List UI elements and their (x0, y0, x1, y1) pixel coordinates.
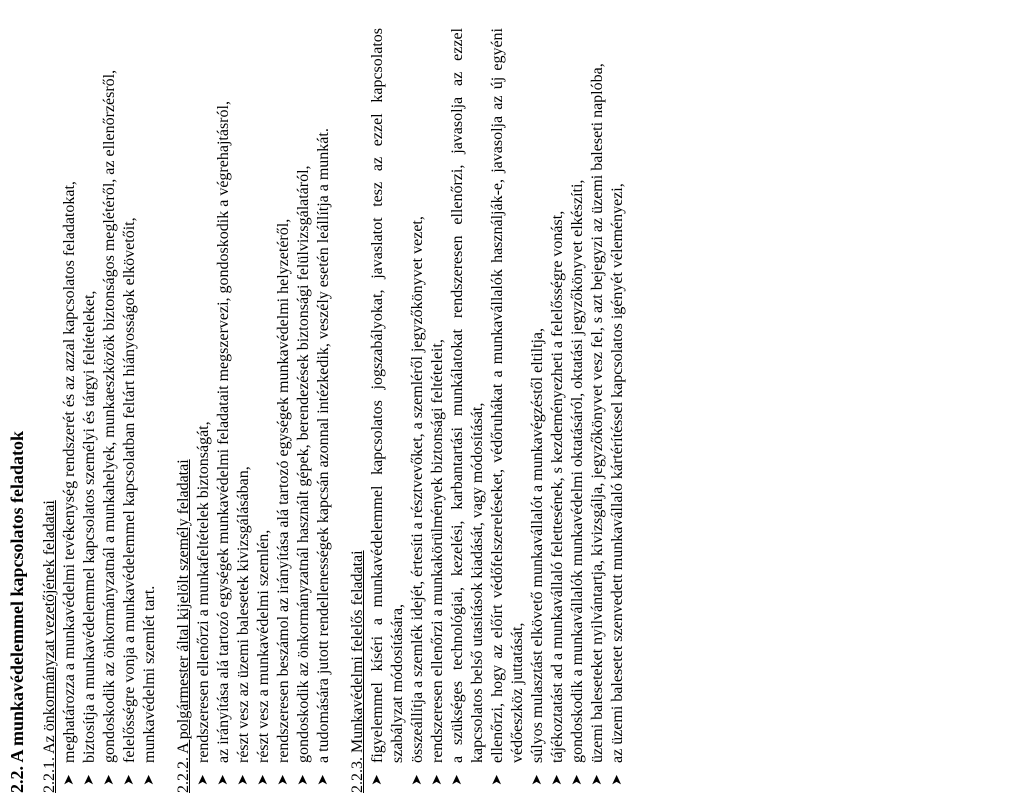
section-1 (40, 28, 160, 793)
list-item (140, 28, 160, 793)
section-2 (174, 28, 334, 793)
list-item-text: gondoskodik a munkavállalók munkavédelmi oktatásáról, oktatási jegyzőkönyvet elkészíti, (569, 179, 586, 763)
list-item (234, 28, 254, 793)
list-item (294, 28, 314, 793)
arrowhead-bullet-icon: ➤ (590, 774, 605, 786)
list-item (120, 28, 140, 793)
list-item-text: ellenőrzi, hogy az előírt védőfelszereléseket, védőruhákat a munkavállalók használják-e, javasolja az új egyéni védőeszköz juttatását, (489, 28, 526, 763)
list-item (528, 28, 548, 793)
arrowhead-bullet-icon: ➤ (530, 774, 545, 786)
list-item (448, 28, 488, 793)
list-item (428, 28, 448, 793)
bullet-list (60, 28, 160, 793)
list-item-text: gondoskodik az önkormányzatnál használt gépek, berendezések biztonsági felülvizsgálatáról, (295, 165, 312, 763)
arrowhead-bullet-icon: ➤ (570, 774, 585, 786)
list-item (548, 28, 568, 793)
arrowhead-bullet-icon: ➤ (490, 774, 505, 786)
list-item (194, 28, 214, 793)
bullet-list (368, 28, 628, 793)
arrowhead-bullet-icon: ➤ (236, 774, 251, 786)
section-title: 2.2.3. Munkavédelmi felelős feladatai (349, 550, 366, 793)
list-item (314, 28, 334, 793)
arrowhead-bullet-icon: ➤ (122, 774, 137, 786)
list-item (214, 28, 234, 793)
arrowhead-bullet-icon: ➤ (276, 774, 291, 786)
section-title: 2.2.2. A polgármester által kijelölt személy feladatai (175, 459, 192, 793)
list-item-text: biztosítja a munkavédelemmel kapcsolatos személyi és tárgyi feltételeket, (81, 290, 98, 763)
list-item-text: gondoskodik az önkormányzatnál a munkahelyek, munkaeszközök biztonságos meglétéről, az ellenőrzésről, (101, 69, 118, 763)
list-item-text: részt vesz az üzemi balesetek kivizsgálásában, (235, 466, 252, 763)
list-item (408, 28, 428, 793)
list-item (488, 28, 528, 793)
list-item-text: munkavédelmi szemlét tart. (141, 585, 158, 763)
arrowhead-bullet-icon: ➤ (142, 774, 157, 786)
section-3 (348, 28, 628, 793)
list-item (100, 28, 120, 793)
sections-container (40, 28, 628, 793)
list-item (588, 28, 608, 793)
bullet-list (194, 28, 334, 793)
arrowhead-bullet-icon: ➤ (610, 774, 625, 786)
arrowhead-bullet-icon: ➤ (410, 774, 425, 786)
page-heading: 2.2. A munkavédelemmel kapcsolatos feladatok (7, 430, 27, 793)
arrowhead-bullet-icon: ➤ (296, 774, 311, 786)
list-item (254, 28, 274, 793)
section-title: 2.2.1. Az önkormányzat vezetőjének feladatai (41, 500, 58, 793)
list-item-text: figyelemmel kíséri a munkavédelemmel kapcsolatos jogszabályokat, javaslatot tesz az ezzel kapcsolatos szabályzat módosítására, (369, 28, 406, 763)
arrowhead-bullet-icon: ➤ (62, 774, 77, 786)
list-item-text: felelősségre vonja a munkavédelemmel kapcsolatban feltárt hiányosságok elkövetőit, (121, 217, 138, 763)
arrowhead-bullet-icon: ➤ (550, 774, 565, 786)
list-item-text: az üzemi balesetet szenvedett munkavállaló kártérítéssel kapcsolatos igényét véleményezi, (609, 183, 626, 763)
list-item (368, 28, 408, 793)
list-item-text: az irányítása alá tartozó egységek munkavédelmi feladatait megszervezi, gondoskodik a végrehajtásról, (215, 101, 232, 763)
list-item-text: rendszeresen ellenőrzi a munkafeltételek biztonságát, (195, 421, 212, 763)
list-item-text: rendszeresen beszámol az irányítása alá tartozó egységek munkavédelmi helyzetéről, (275, 218, 292, 763)
list-item (608, 28, 628, 793)
arrowhead-bullet-icon: ➤ (216, 774, 231, 786)
list-item (80, 28, 100, 793)
list-item-text: rendszeresen ellenőrzi a munkakörülmények biztonsági feltételeit, (429, 339, 446, 763)
list-item-text: tájékoztatást ad a munkavállaló felettesének, s kezdeményezheti a felelősségre vonást, (549, 210, 566, 763)
list-item-text: súlyos mulasztást elkövető munkavállalót a munkavégzéstől eltiltja, (529, 327, 546, 763)
list-item-text: üzemi baleseteket nyilvántartja, kivizsgálja, jegyzőkönyvet vesz fel, s azt bejegyzi az üzemi baleseti naplóba, (589, 63, 606, 763)
list-item-text: a szükséges technológiai, kezelési, karbantartási munkálatokat rendszeresen ellenőrzi, javasolja az ezzel kapcsolatos belső utasítások kiadását, vagy módosítását, (449, 28, 486, 763)
arrowhead-bullet-icon: ➤ (316, 774, 331, 786)
list-item (568, 28, 588, 793)
arrowhead-bullet-icon: ➤ (102, 774, 117, 786)
list-item-text: összeállítja a szemlék idejét, értesíti a résztvevőket, a szemléről jegyzőkönyvet vezet, (409, 216, 426, 763)
arrowhead-bullet-icon: ➤ (430, 774, 445, 786)
list-item-text: részt vesz a munkavédelmi szemlén, (255, 529, 272, 763)
arrowhead-bullet-icon: ➤ (370, 774, 385, 786)
list-item-text: a tudomására jutott rendellenességek kapcsán azonnal intézkedik, veszély esetén leállítja a munkát. (315, 128, 332, 763)
list-item (274, 28, 294, 793)
arrowhead-bullet-icon: ➤ (256, 774, 271, 786)
arrowhead-bullet-icon: ➤ (196, 774, 211, 786)
list-item (60, 28, 80, 793)
arrowhead-bullet-icon: ➤ (450, 774, 465, 786)
list-item-text: meghatározza a munkavédelmi tevékenység rendszerét és az azzal kapcsolatos feladatokat, (61, 181, 78, 763)
arrowhead-bullet-icon: ➤ (82, 774, 97, 786)
